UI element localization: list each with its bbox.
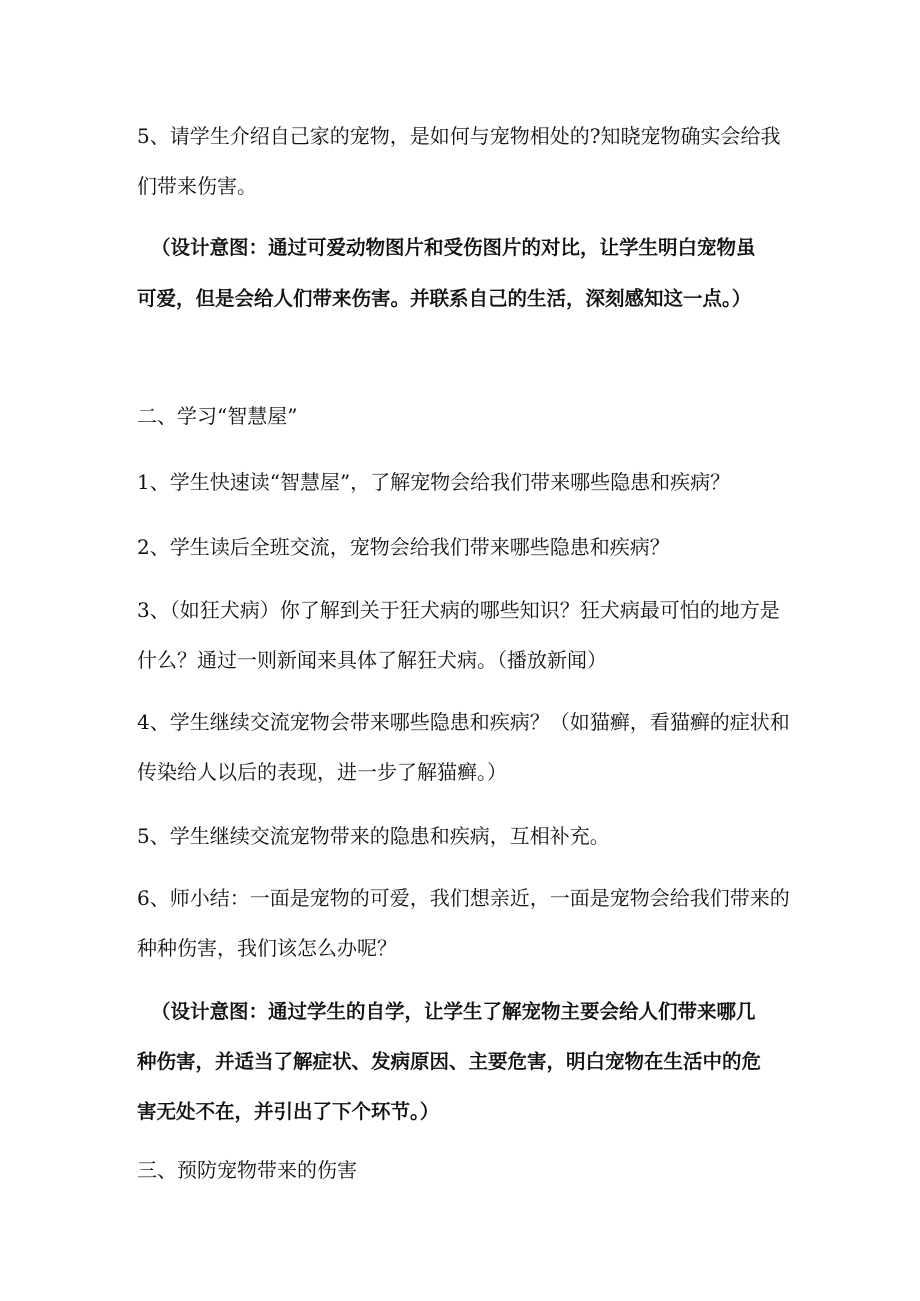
- section-3-heading: 三、预防宠物带来的伤害: [137, 1158, 357, 1182]
- design-intent-1-line-2: 可爱，但是会给人们带来伤害。并联系自己的生活，深刻感知这一点。）: [137, 287, 752, 310]
- paragraph-5-line-2: 们带来伤害。: [137, 174, 257, 198]
- design-intent-2-line-2: 种伤害，并适当了解症状、发病原因、主要危害，明白宠物在生活中的危: [137, 1050, 762, 1073]
- item-4-line-2: 传染给人以后的表现，进一步了解猫癣。）: [137, 760, 507, 784]
- design-intent-2-line-1: （设计意图：通过学生的自学，让学生了解宠物主要会给人们带来哪几: [151, 1000, 756, 1023]
- design-intent-2-line-3: 害无处不在，并引出了下个环节。）: [137, 1100, 440, 1123]
- item-3-line-1: 3、（如狂犬病）你了解到关于狂犬病的哪些知识？狂犬病最可怕的地方是: [137, 598, 780, 622]
- item-3-line-2: 什么？通过一则新闻来具体了解狂犬病。（播放新闻）: [137, 648, 607, 672]
- item-4-line-1: 4、学生继续交流宠物会带来哪些隐患和疾病？（如猫癣，看猫癣的症状和: [137, 710, 790, 734]
- item-2: 2、学生读后全班交流，宠物会给我们带来哪些隐患和疾病？: [137, 535, 670, 559]
- item-6-line-1: 6、师小结：一面是宠物的可爱，我们想亲近，一面是宠物会给我们带来的: [137, 886, 790, 910]
- design-intent-1-line-1: （设计意图：通过可爱动物图片和受伤图片的对比，让学生明白宠物虽: [151, 236, 756, 259]
- item-5: 5、学生继续交流宠物带来的隐患和疾病，互相补充。: [137, 824, 610, 848]
- item-1: 1、学生快速读“智慧屋”，了解宠物会给我们带来哪些隐患和疾病？: [137, 470, 731, 494]
- item-6-line-2: 种种伤害，我们该怎么办呢？: [137, 936, 397, 960]
- section-2-heading: 二、学习“智慧屋”: [137, 404, 298, 428]
- paragraph-5-line-1: 5、请学生介绍自己家的宠物，是如何与宠物相处的?知晓宠物确实会给我: [137, 124, 781, 148]
